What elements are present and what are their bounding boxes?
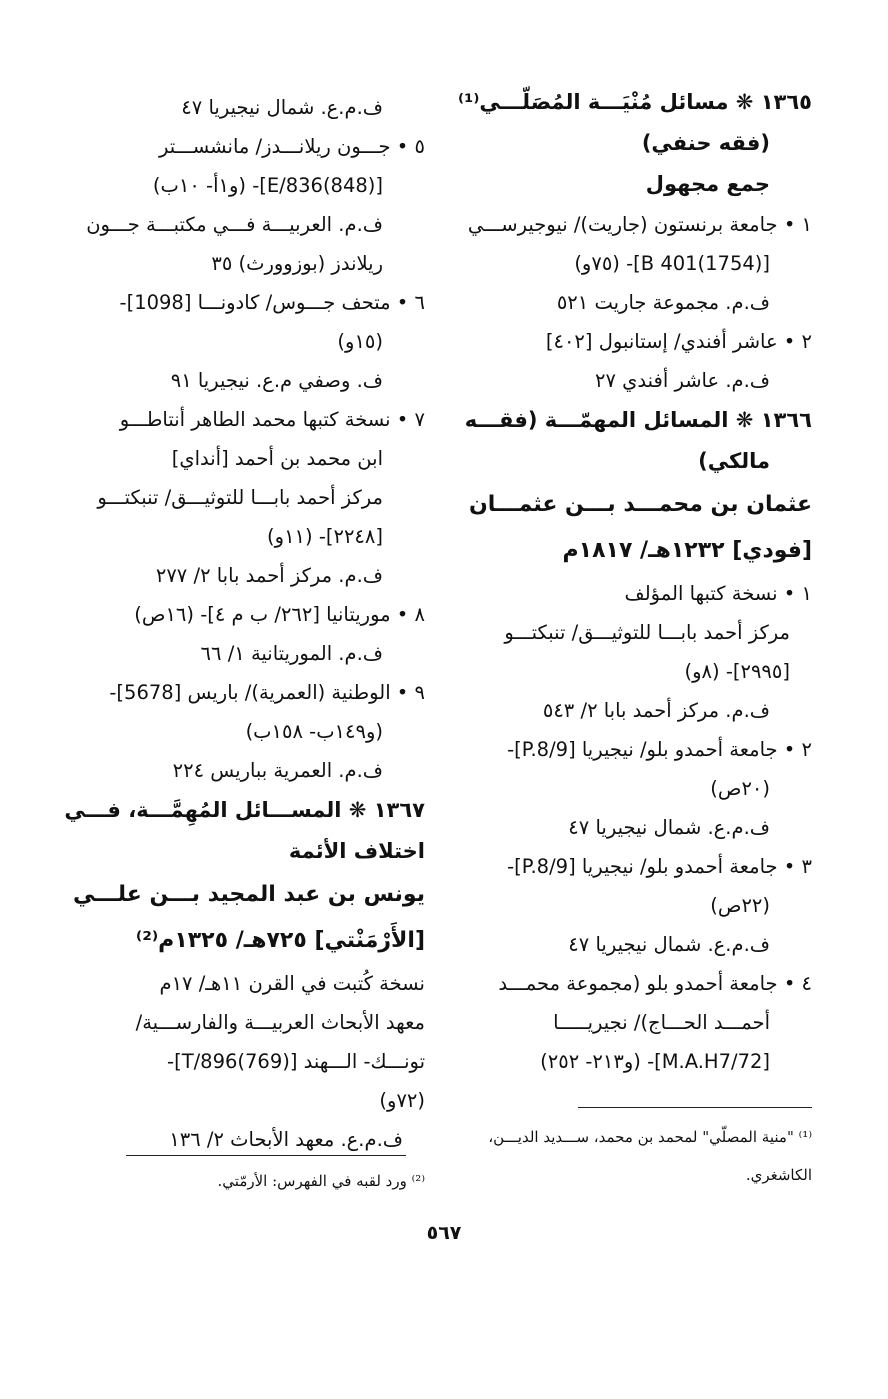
right-column-line: ١ • نسخة كتبها المؤلف <box>624 582 812 605</box>
right-column-line: ف.م. عاشر أفندي ٢٧ <box>594 369 770 392</box>
footnote-1-line-1: ⁽¹⁾ "منية المصلّي" لمحمد بن محمد، ســـديد الديـــن، <box>488 1128 812 1146</box>
left-column-line: يونس بن عبد المجيد بـــن علـــي <box>72 882 425 907</box>
footnote-rule-right <box>578 1107 812 1108</box>
left-column-line: ف.م. الموريتانية ١/ ٦٦ <box>200 642 383 665</box>
right-column-line: (٢٢ص) <box>710 894 770 917</box>
left-column-line: ٧ • نسخة كتبها محمد الطاهر أنتاطـــو <box>119 408 425 431</box>
right-column-line: أحمـــد الحـــاج)/ نجيريـــــا <box>553 1011 770 1034</box>
left-column <box>64 88 425 1159</box>
footnote-left <box>120 1162 425 1200</box>
right-column-line: (فقه حنفي) <box>641 131 770 155</box>
right-column-line: ١ • جامعة برنستون (جاريت)/ نيوجيرســـي <box>467 213 812 236</box>
right-column-line: [M.A.H7/72]- (و٢١٣- ٢٥٢) <box>540 1050 770 1073</box>
left-column-line: [E/836(848)]- (و١أ- ١٠ب) <box>152 174 383 197</box>
right-column-line: ف.م.ع. شمال نيجيريا ٤٧ <box>568 816 770 839</box>
left-column-line: ف.م.ع. شمال نيجيريا ٤٧ <box>181 96 383 119</box>
footnote-rule-left <box>126 1155 406 1156</box>
left-column-line: ٩ • الوطنية (العمرية)/ باريس [5678]- <box>109 681 425 704</box>
right-column-line: مركز أحمد بابـــا للتوثيـــق/ تنبكتـــو <box>504 621 790 644</box>
left-column-line: ف.م.ع. معهد الأبحاث ٢/ ١٣٦ <box>169 1128 403 1151</box>
left-column-line: ف.م. العمرية بباريس ٢٢٤ <box>172 759 383 782</box>
left-column-line: (١٥و) <box>337 330 383 353</box>
left-column-line: [الأَرْمَنْتي] ٧٢٥هـ/ ١٣٢٥م⁽²⁾ <box>135 928 425 953</box>
left-column-line: تونـــك- الـــهند [T/896(769)]- <box>167 1050 425 1073</box>
right-column-line: جمع مجهول <box>645 172 770 196</box>
left-column-line: ف.م. العربيـــة فـــي مكتبـــة جـــون <box>86 213 383 236</box>
right-column-line: [فودي] ١٢٣٢هـ/ ١٨١٧م <box>562 538 812 563</box>
right-column-line: ١٣٦٦ ❋ المسائل المهمّـــة (فقـــه <box>464 408 812 432</box>
footnote-right <box>472 1118 812 1194</box>
left-column-line: ١٣٦٧ ❋ المســـائل المُهِمَّـــة، فـــي <box>64 798 425 822</box>
footnote-1-line-2: الكاشغري. <box>745 1166 812 1184</box>
right-column-line: (٢٠ص) <box>710 777 770 800</box>
right-column-line: ف.م. مركز أحمد بابا ٢/ ٥٤٣ <box>542 699 770 722</box>
right-column <box>458 82 812 1081</box>
right-column-line: [B 401(1754)]- (٧٥و) <box>574 252 770 275</box>
left-column-line: (و١٤٩ب- ١٥٨ب) <box>245 720 383 743</box>
left-column-line: ٥ • جـــون ريلانـــدز/ مانشســـتر <box>158 135 425 158</box>
page-number: ٥٦٧ <box>426 1222 462 1244</box>
right-column-line: مالكي) <box>698 449 770 473</box>
right-column-line: ٢ • جامعة أحمدو بلو/ نيجيريا [P.8/9]- <box>507 738 812 761</box>
left-column-line: (٧٢و) <box>379 1089 425 1112</box>
right-column-line: [٢٩٩٥]- (٨و) <box>684 660 790 683</box>
right-column-line: ف.م. مجموعة جاريت ٥٢١ <box>556 291 770 314</box>
right-column-line: ٣ • جامعة أحمدو بلو/ نيجيريا [P.8/9]- <box>507 855 812 878</box>
left-column-line: [٢٢٤٨]- (١١و) <box>267 525 383 548</box>
left-column-line: معهد الأبحاث العربيـــة والفارســـية/ <box>135 1011 425 1034</box>
left-column-line: ريلاندز (بوزوورث) ٣٥ <box>211 252 383 275</box>
footnote-2-line-1: ⁽²⁾ ورد لقبه في الفهرس: الأرمّتي. <box>217 1172 425 1190</box>
left-column-line: اختلاف الأئمة <box>288 839 425 863</box>
right-column-line: ٢ • عاشر أفندي/ إستانبول [٤٠٢] <box>545 330 812 353</box>
right-column-line: ف.م.ع. شمال نيجيريا ٤٧ <box>568 933 770 956</box>
left-column-line: مركز أحمد بابـــا للتوثيـــق/ تنبكتـــو <box>97 486 383 509</box>
right-column-line: عثمان بن محمـــد بـــن عثمـــان <box>469 492 812 517</box>
left-column-line: ف. وصفي م.ع. نيجيريا ٩١ <box>170 369 383 392</box>
right-column-line: ١٣٦٥ ❋ مسائل مُنْيَـــة المُصَلّـــي⁽¹⁾ <box>458 90 812 114</box>
left-column-line: ٦ • متحف جـــوس/ كادونـــا [1098]- <box>119 291 425 314</box>
left-column-line: ف.م. مركز أحمد بابا ٢/ ٢٧٧ <box>155 564 383 587</box>
left-column-line: نسخة كُتبت في القرن ١١هـ/ ١٧م <box>159 972 425 995</box>
left-column-line: ابن محمد بن أحمد [أنداي] <box>171 447 383 470</box>
right-column-line: ٤ • جامعة أحمدو بلو (مجموعة محمـــد <box>498 972 812 995</box>
left-column-line: ٨ • موريتانيا [٢٦٢/ ب م ٤]- (١٦ص) <box>134 603 425 626</box>
